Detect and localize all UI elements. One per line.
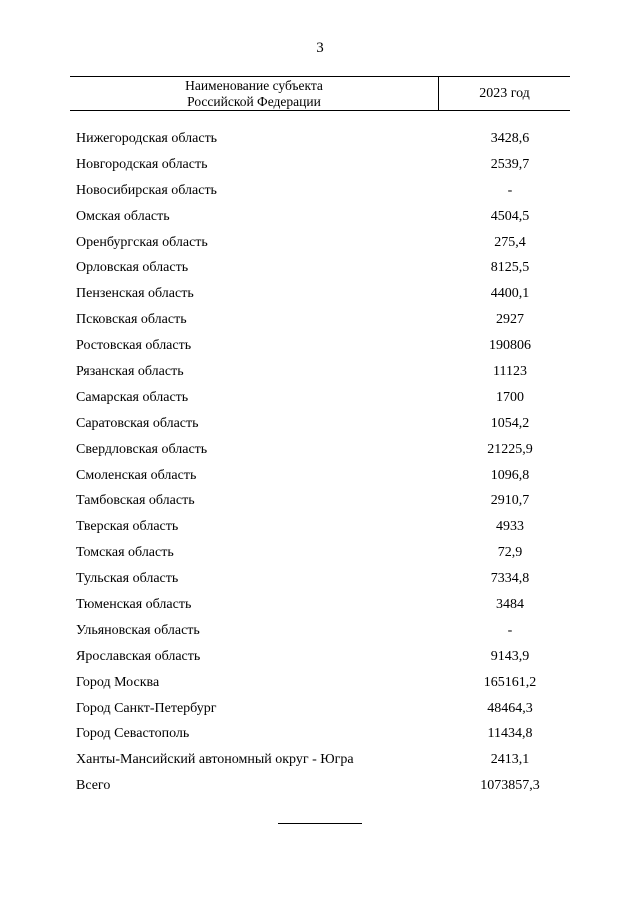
region-name: Город Севастополь <box>76 726 190 742</box>
region-name: Смоленская область <box>76 467 197 483</box>
region-value: - <box>507 622 513 638</box>
region-value: 1054,2 <box>490 415 530 431</box>
region-name: Орловская область <box>76 260 189 276</box>
table-row <box>76 437 570 463</box>
region-value: 21225,9 <box>487 441 533 457</box>
region-name: Оренбургская область <box>76 234 208 250</box>
table-row <box>76 411 570 437</box>
region-name: Саратовская область <box>76 415 199 431</box>
region-name: Тюменская область <box>76 597 192 613</box>
table-row <box>76 281 570 307</box>
region-value: 275,4 <box>494 234 526 250</box>
table-row <box>76 178 570 204</box>
table-row <box>76 747 570 773</box>
region-name: Новгородская область <box>76 156 208 172</box>
header-year: 2023 год <box>479 85 530 101</box>
region-name: Ростовская область <box>76 338 192 354</box>
table-row <box>76 670 570 696</box>
table-row <box>76 230 570 256</box>
page-number: 3 <box>316 40 324 56</box>
region-value: 2927 <box>496 312 524 328</box>
region-name: Ярославская область <box>76 648 201 664</box>
table-row <box>76 204 570 230</box>
region-name: Нижегородская область <box>76 131 218 146</box>
region-value: 72,9 <box>497 545 523 561</box>
region-value: 2413,1 <box>490 752 530 768</box>
table-row <box>76 514 570 540</box>
region-name: Город Санкт-Петербург <box>76 700 217 716</box>
header-region-name-line2: Российской Федерации <box>187 93 321 109</box>
table-row <box>76 696 570 722</box>
region-name: Город Москва <box>76 674 160 690</box>
table-row <box>76 385 570 411</box>
region-name: Тверская область <box>76 519 179 535</box>
table-header <box>70 76 570 111</box>
region-value: 2910,7 <box>490 493 530 509</box>
table-row <box>76 618 570 644</box>
table-row <box>76 773 570 799</box>
table-row <box>76 566 570 592</box>
table-row <box>76 255 570 281</box>
table-row <box>76 592 570 618</box>
region-name: Ханты-Мансийский автономный округ - Югра <box>76 752 354 768</box>
region-name: Ульяновская область <box>76 622 200 638</box>
region-name: Томская область <box>76 545 174 561</box>
table-row <box>76 488 570 514</box>
region-name: Псковская область <box>76 312 187 328</box>
region-value: 3428,6 <box>490 131 530 146</box>
table-row <box>76 126 570 152</box>
region-value: 7334,8 <box>490 571 530 587</box>
table-row <box>76 540 570 566</box>
region-name: Всего <box>76 778 111 794</box>
region-value: 1700 <box>496 389 524 405</box>
table-body <box>76 126 570 799</box>
region-value: 190806 <box>489 338 531 354</box>
table-row <box>76 152 570 178</box>
region-value: 2539,7 <box>490 156 530 172</box>
region-value: 4504,5 <box>490 208 530 224</box>
region-name: Пензенская область <box>76 286 194 302</box>
region-name: Тульская область <box>76 571 179 587</box>
region-value: 3484 <box>496 597 524 613</box>
end-separator-line <box>278 823 362 824</box>
region-value: 4933 <box>496 519 524 535</box>
region-value: 1073857,3 <box>480 778 540 794</box>
region-name: Свердловская область <box>76 441 208 457</box>
region-value: 1096,8 <box>490 467 530 483</box>
region-name: Тамбовская область <box>76 493 195 509</box>
region-value: 165161,2 <box>483 674 537 690</box>
header-region-name-line1: Наименование субъекта <box>185 77 323 93</box>
region-name: Новосибирская область <box>76 182 217 198</box>
table-row <box>76 359 570 385</box>
table-row <box>76 644 570 670</box>
table-row <box>76 463 570 489</box>
region-name: Рязанская область <box>76 364 184 380</box>
region-name: Омская область <box>76 208 170 224</box>
region-value: 8125,5 <box>490 260 530 276</box>
region-value: 4400,1 <box>490 286 530 302</box>
region-value: 11434,8 <box>487 726 533 742</box>
table-row <box>76 307 570 333</box>
header-region-name <box>70 77 438 110</box>
region-value: 9143,9 <box>490 648 530 664</box>
table-row <box>76 721 570 747</box>
table-row <box>76 333 570 359</box>
region-value: - <box>507 182 513 198</box>
region-name: Самарская область <box>76 389 189 405</box>
region-value: 48464,3 <box>487 700 533 716</box>
region-value: 11123 <box>493 364 527 380</box>
